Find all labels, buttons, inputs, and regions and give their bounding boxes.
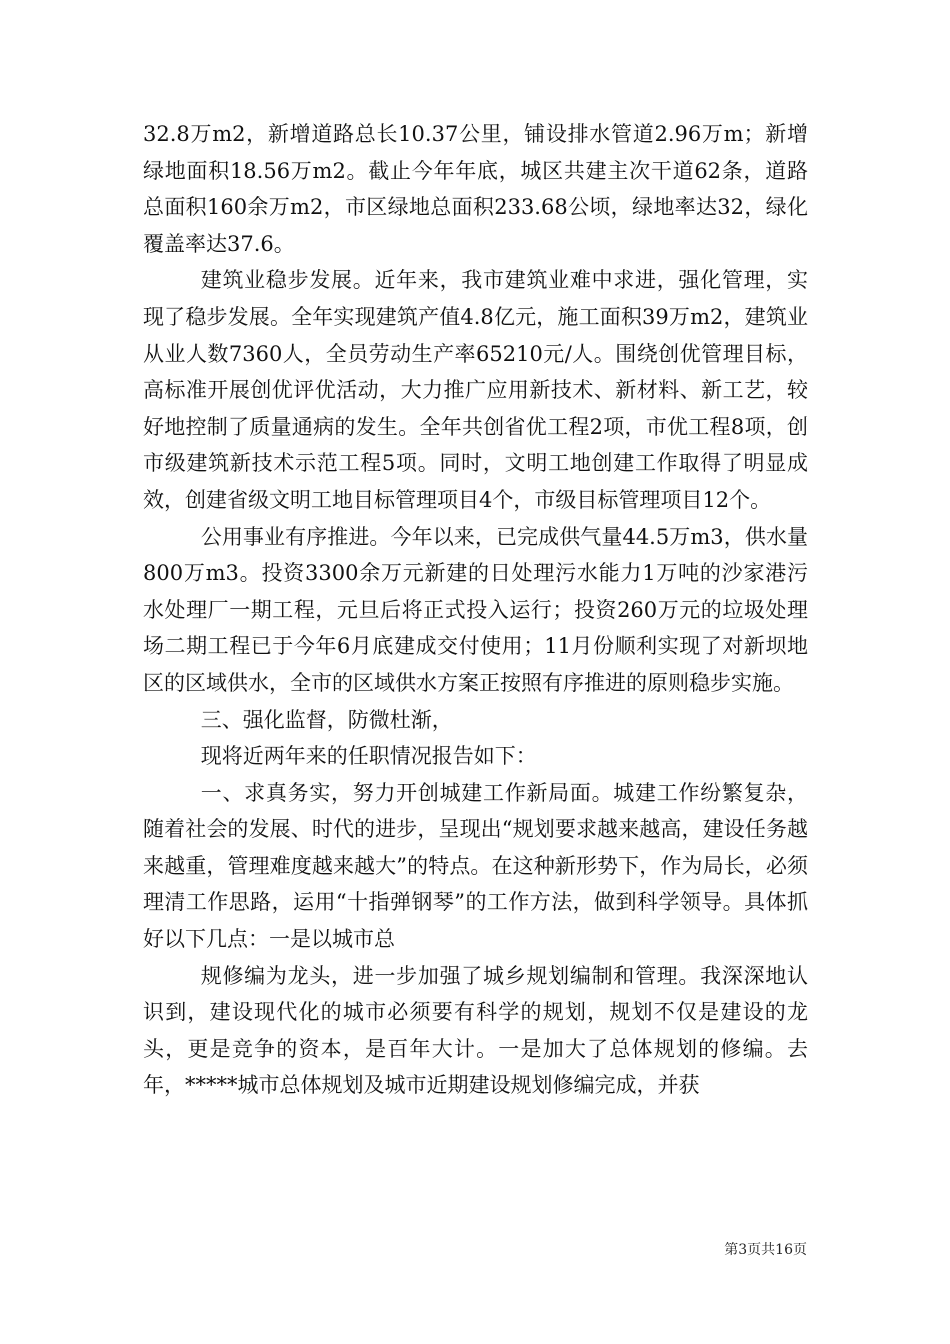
page-number-footer: 第3页共16页 [724, 1242, 807, 1258]
paragraph-4: 三、强化监督，防微杜渐， [200, 707, 453, 732]
paragraph-6: 一、求真务实，努力开创城建工作新局面。城建工作纷繁复杂，随着社会的发展、时代的进步，呈现出“规划要求越来越高，建设任务越来越重，管理难度越来越大”的特点。在这种新形势下，作为局长，必须理清工作思路，运用“十指弹钢琴”的工作方法，做到科学领导。具体抓好以下几点：一是以城市总 [143, 780, 808, 952]
paragraph-1: 32.8万m2，新增道路总长10.37公里，铺设排水管道2.96万m；新增绿地面积18.56万m2。截止今年年底，城区共建主次干道62条，道路总面积160余万m2，市区绿地总面积233.68公顷，绿地率达32，绿化覆盖率达37.6。 [143, 122, 808, 256]
paragraph-5: 现将近两年来的任职情况报告如下： [200, 744, 537, 769]
document-body [143, 116, 808, 1104]
paragraph-2: 建筑业稳步发展。近年来，我市建筑业难中求进，强化管理，实现了稳步发展。全年实现建筑产值4.8亿元，施工面积39万m2，建筑业从业人数7360人，全员劳动生产率65210元/人。围绕创优管理目标，高标准开展创优评优活动，大力推广应用新技术、新材料、新工艺，较好地控制了质量通病的发生。全年共创省优工程2项，市优工程8项，创市级建筑新技术示范工程5项。同时，文明工地创建工作取得了明显成效，创建省级文明工地目标管理项目4个，市级目标管理项目12个。 [143, 268, 808, 512]
paragraph-3: 公用事业有序推进。今年以来，已完成供气量44.5万m3，供水量800万m3。投资3300余万元新建的日处理污水能力1万吨的沙家港污水处理厂一期工程，元旦后将正式投入运行；投资260万元的垃圾处理场二期工程已于今年6月底建成交付使用；11月份顺利实现了对新坝地区的区域供水，全市的区域供水方案正按照有序推进的原则稳步实施。 [143, 524, 808, 695]
paragraph-7: 规修编为龙头，进一步加强了城乡规划编制和管理。我深深地认识到，建设现代化的城市必须要有科学的规划，规划不仅是建设的龙头，更是竞争的资本，是百年大计。一是加大了总体规划的修编。去年，*****城市总体规划及城市近期建设规划修编完成，并获 [143, 963, 808, 1098]
